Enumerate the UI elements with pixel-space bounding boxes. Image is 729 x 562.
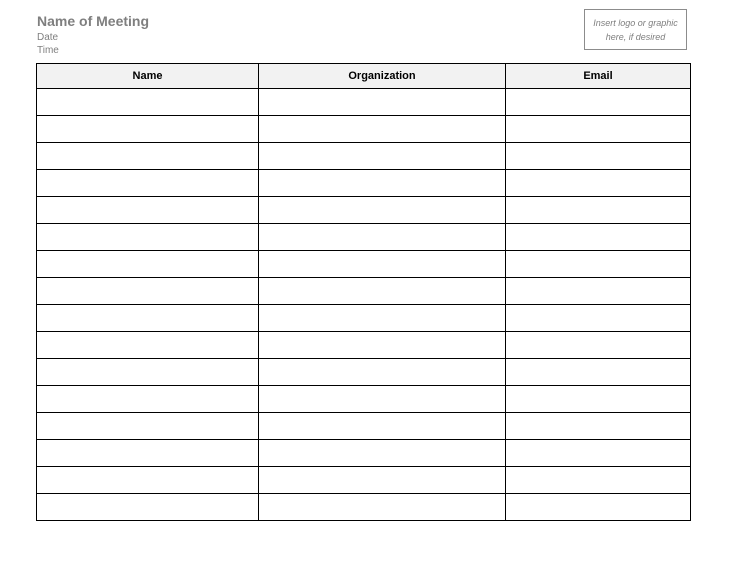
cell-organization[interactable] bbox=[259, 251, 506, 278]
cell-name[interactable] bbox=[37, 467, 259, 494]
table-body bbox=[37, 89, 691, 521]
logo-placeholder-line1: Insert logo or graphic bbox=[593, 17, 678, 28]
cell-email[interactable] bbox=[506, 197, 691, 224]
logo-placeholder-line2: here, if desired bbox=[605, 31, 666, 42]
time-label: Time bbox=[37, 45, 59, 56]
cell-name[interactable] bbox=[37, 116, 259, 143]
cell-email[interactable] bbox=[506, 440, 691, 467]
cell-name[interactable] bbox=[37, 278, 259, 305]
cell-email[interactable] bbox=[506, 170, 691, 197]
table-row bbox=[37, 305, 691, 332]
cell-email[interactable] bbox=[506, 386, 691, 413]
table-row bbox=[37, 278, 691, 305]
table-row bbox=[37, 440, 691, 467]
cell-name[interactable] bbox=[37, 386, 259, 413]
cell-name[interactable] bbox=[37, 413, 259, 440]
table-row bbox=[37, 386, 691, 413]
cell-name[interactable] bbox=[37, 494, 259, 521]
cell-name[interactable] bbox=[37, 224, 259, 251]
table-row bbox=[37, 359, 691, 386]
cell-organization[interactable] bbox=[259, 116, 506, 143]
table-row bbox=[37, 224, 691, 251]
table-header-row bbox=[37, 64, 691, 89]
table-row bbox=[37, 494, 691, 521]
cell-email[interactable] bbox=[506, 251, 691, 278]
cell-email[interactable] bbox=[506, 143, 691, 170]
table-row bbox=[37, 116, 691, 143]
cell-organization[interactable] bbox=[259, 359, 506, 386]
cell-name[interactable] bbox=[37, 170, 259, 197]
table-row bbox=[37, 170, 691, 197]
sign-in-table bbox=[36, 63, 691, 521]
table-row bbox=[37, 143, 691, 170]
cell-organization[interactable] bbox=[259, 467, 506, 494]
table-row bbox=[37, 197, 691, 224]
cell-organization[interactable] bbox=[259, 197, 506, 224]
cell-email[interactable] bbox=[506, 332, 691, 359]
column-header-name: Name bbox=[37, 64, 259, 89]
cell-email[interactable] bbox=[506, 413, 691, 440]
cell-organization[interactable] bbox=[259, 224, 506, 251]
cell-email[interactable] bbox=[506, 494, 691, 521]
cell-organization[interactable] bbox=[259, 494, 506, 521]
cell-email[interactable] bbox=[506, 116, 691, 143]
table-row bbox=[37, 251, 691, 278]
logo-placeholder bbox=[584, 9, 687, 50]
cell-name[interactable] bbox=[37, 332, 259, 359]
cell-organization[interactable] bbox=[259, 143, 506, 170]
cell-organization[interactable] bbox=[259, 278, 506, 305]
cell-organization[interactable] bbox=[259, 305, 506, 332]
cell-email[interactable] bbox=[506, 359, 691, 386]
column-header-organization: Organization bbox=[259, 64, 506, 89]
cell-name[interactable] bbox=[37, 305, 259, 332]
cell-email[interactable] bbox=[506, 278, 691, 305]
meeting-title: Name of Meeting bbox=[37, 13, 150, 29]
cell-name[interactable] bbox=[37, 251, 259, 278]
table-row bbox=[37, 467, 691, 494]
cell-organization[interactable] bbox=[259, 386, 506, 413]
cell-email[interactable] bbox=[506, 224, 691, 251]
cell-name[interactable] bbox=[37, 440, 259, 467]
cell-email[interactable] bbox=[506, 467, 691, 494]
cell-name[interactable] bbox=[37, 197, 259, 224]
cell-organization[interactable] bbox=[259, 413, 506, 440]
cell-name[interactable] bbox=[37, 359, 259, 386]
table-row bbox=[37, 413, 691, 440]
cell-organization[interactable] bbox=[259, 89, 506, 116]
cell-email[interactable] bbox=[506, 305, 691, 332]
cell-organization[interactable] bbox=[259, 170, 506, 197]
cell-organization[interactable] bbox=[259, 332, 506, 359]
cell-name[interactable] bbox=[37, 143, 259, 170]
cell-email[interactable] bbox=[506, 89, 691, 116]
date-label: Date bbox=[37, 32, 59, 43]
table-row bbox=[37, 89, 691, 116]
cell-name[interactable] bbox=[37, 89, 259, 116]
column-header-email: Email bbox=[506, 64, 691, 89]
cell-organization[interactable] bbox=[259, 440, 506, 467]
table-row bbox=[37, 332, 691, 359]
